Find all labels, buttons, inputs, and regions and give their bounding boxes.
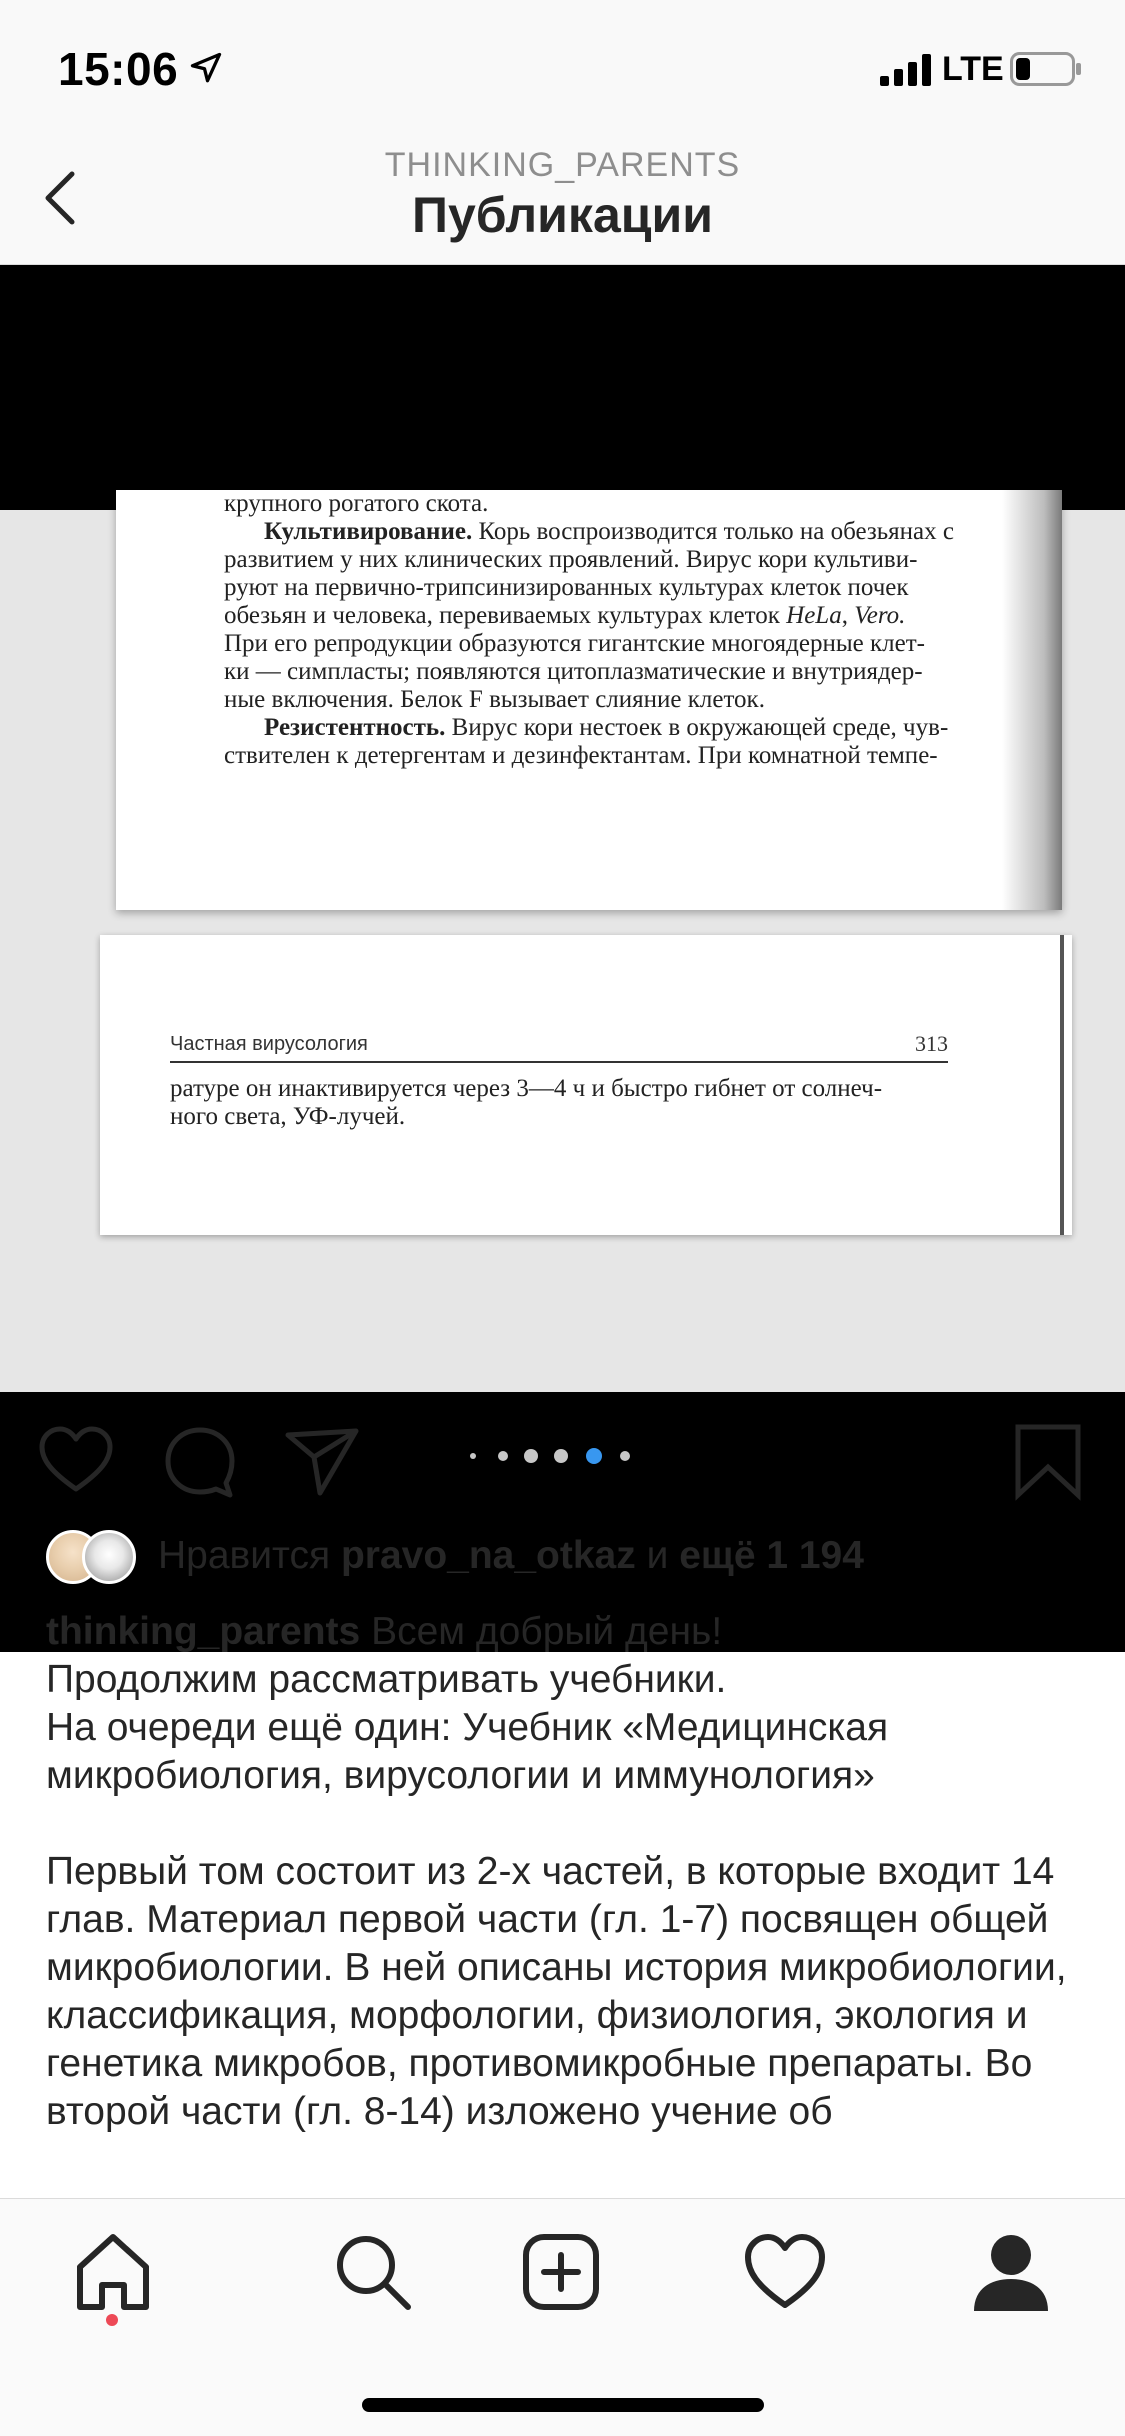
- book-spine-shadow: [1002, 490, 1062, 910]
- caption-paragraph: Первый том состоит из 2-х частей, в которые входит 14 глав. Материал первой части (гл. 1-7) посвящен общей микробиологии. В ней описаны история микробиологии, классификация, морфологии, физиология, экология и генетика микробов, противомикробные препараты. Во второй части (гл. 8-14) изложено учение об: [46, 1850, 1067, 2133]
- book-running-head: [170, 1033, 948, 1063]
- carousel-indicator: [462, 1448, 642, 1464]
- page-number: 313: [915, 1031, 948, 1056]
- book-text-top: крупного рогатого скота. Культивирование. Корь воспроизводится только на обезьянах с развитием у них клинических проявлений. Вирус кори культиви- руют на первично-трипсинизированных культурах клеток почек обезьян и человека, перевиваемых культурах клеток HeLa, Vero. При его репродукции образуются гигантские многоядерные клет- ки — симпласты; появляются цитоплазматические и внутриядер- ные включения. Белок F вызывает слияние клеток. Резистентность. Вирус кори нестоек в окружающей среде, чув- ствителен к детергентам и дезинфектантам. При комнатной темпе-: [224, 490, 954, 769]
- book-page-bottom: [100, 935, 1072, 1235]
- send-icon[interactable]: [282, 1421, 362, 1501]
- likes-text: Нравится pravo_na_otkaz и ещё 1 194: [158, 1534, 864, 1577]
- header-username[interactable]: THINKING_PARENTS: [384, 146, 741, 184]
- nav-header: [0, 130, 1125, 265]
- home-indicator: [362, 2398, 764, 2412]
- home-icon[interactable]: [68, 2227, 158, 2317]
- status-bar: [0, 0, 1125, 130]
- post-photo: [0, 490, 1125, 1395]
- page-title: Публикации: [412, 187, 713, 243]
- carousel-dot: [554, 1449, 568, 1463]
- activity-heart-icon[interactable]: [740, 2227, 830, 2317]
- book-page-top: [116, 490, 1062, 910]
- caption-line: На очереди ещё один: Учебник «Медицинская микробиология, вирусологии и иммунология»: [46, 1706, 889, 1797]
- likes-row[interactable]: [46, 1530, 1106, 1590]
- caption-first-line: Всем добрый день!: [371, 1610, 723, 1653]
- avatar: [82, 1530, 136, 1584]
- signal-icon: [880, 54, 934, 86]
- active-tab-indicator: [106, 2314, 118, 2326]
- add-post-icon[interactable]: [516, 2227, 606, 2317]
- heart-icon[interactable]: [36, 1421, 116, 1501]
- location-arrow-icon: [188, 50, 224, 86]
- book-text-bottom: ратуре он инактивируется через 3—4 ч и быстро гибнет от солнеч- ного света, УФ-лучей.: [170, 1075, 883, 1130]
- network-type: LTE: [942, 50, 1004, 88]
- status-time: 15:06: [58, 43, 179, 95]
- caption-username[interactable]: thinking_parents: [46, 1610, 361, 1653]
- liker-username[interactable]: pravo_na_otkaz: [340, 1534, 636, 1577]
- book-page-edge: [1060, 935, 1064, 1235]
- caption-line: Продолжим рассматривать учебники.: [46, 1658, 727, 1701]
- carousel-dot: [524, 1449, 538, 1463]
- carousel-dot: [586, 1448, 602, 1464]
- carousel-dot: [620, 1451, 630, 1461]
- post-caption: [46, 1608, 1086, 2136]
- comment-icon[interactable]: [160, 1421, 240, 1501]
- carousel-dot: [470, 1453, 476, 1459]
- running-head-title: Частная вирусология: [170, 1033, 368, 1055]
- bookmark-icon[interactable]: [1008, 1421, 1088, 1501]
- carousel-dot: [498, 1451, 508, 1461]
- profile-icon[interactable]: [966, 2227, 1056, 2317]
- post-media[interactable]: [0, 265, 1125, 1385]
- search-icon[interactable]: [328, 2227, 418, 2317]
- likes-count[interactable]: ещё 1 194: [679, 1534, 864, 1577]
- battery-icon: [1010, 52, 1082, 86]
